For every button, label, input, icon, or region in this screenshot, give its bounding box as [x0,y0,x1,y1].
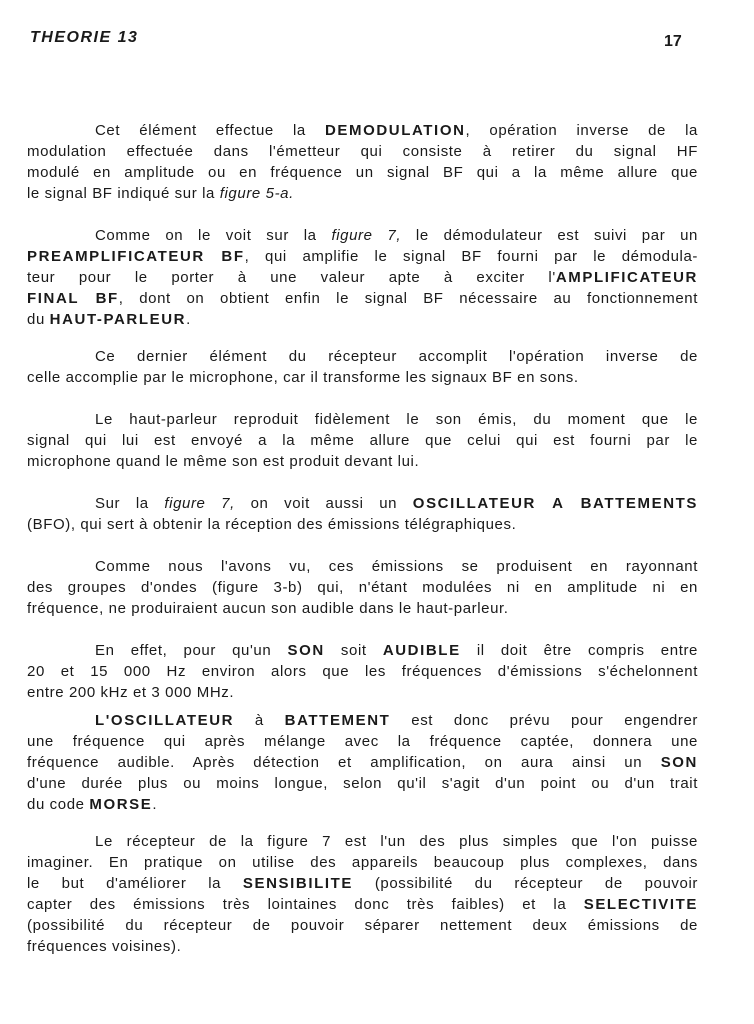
text-run: d'une durée plus ou moins longue, selon qu'il s'agit d'un point ou d'un trait [27,775,698,792]
paragraph [27,409,698,472]
text-run: du code [27,796,90,813]
bold-term: SELECTIVITE [583,896,698,913]
text-line [27,936,698,957]
text-run: celle accomplie par le microphone, car il transforme les signaux BF en sons. [27,369,579,386]
text-line [27,309,698,330]
text-run: fréquence, ne produiraient aucun son audible dans le haut-parleur. [27,600,509,617]
bold-term: SON [660,754,698,771]
text-line [27,852,698,873]
text-run: à [234,712,285,729]
text-run: il doit être compris entre [460,642,698,659]
paragraph [27,346,698,388]
text-run: le démodulateur est suivi par un [401,227,698,244]
text-run: soit [324,642,383,659]
text-line [27,873,698,894]
text-run: . [152,796,158,813]
text-run: , dont on obtient enfin le signal BF nécessaire au fonctionnement [118,290,698,307]
text-line [27,773,698,794]
text-run: entre 200 kHz et 3 000 MHz. [27,684,235,701]
text-line [27,598,698,619]
italic-ref: figure 7, [331,227,402,244]
text-line [27,430,698,451]
text-line [27,661,698,682]
paragraph [27,493,698,535]
text-line [27,288,698,309]
text-line [27,682,698,703]
bold-term: HAUT-PARLEUR [49,311,187,328]
paragraph [27,831,698,957]
bold-term: MORSE [89,796,153,813]
text-run: microphone quand le même son est produit devant lui. [27,453,420,470]
text-line [27,493,698,514]
text-line [27,267,698,288]
text-run: modulation effectuée dans l'émetteur qui consiste à retirer du signal HF [27,143,698,160]
text-line [27,346,698,367]
text-line [27,225,698,246]
text-run: Comme on le voit sur la [95,227,332,244]
text-run: . [186,311,191,328]
text-line [27,640,698,661]
italic-ref: figure 5-a. [219,185,294,202]
bold-term: BATTEMENT [284,712,391,729]
text-run: signal qui lui est envoyé a la même allure que celui qui est fourni par le [27,432,698,449]
bold-term: L'OSCILLATEUR [95,712,235,729]
text-run: modulé en amplitude ou en fréquence un signal BF qui a la même allure que [27,164,698,181]
text-line [27,794,698,815]
text-run: (possibilité du récepteur de pouvoir séparer nettement deux émissions de [27,917,698,934]
text-line [27,367,698,388]
paragraph [27,120,698,204]
text-line [27,710,698,731]
text-run: En effet, pour qu'un [95,642,288,659]
text-run: une fréquence qui après mélange avec la fréquence captée, donnera une [27,733,698,750]
bold-term: AUDIBLE [382,642,461,659]
text-run: le but d'améliorer la [27,875,243,892]
text-line [27,577,698,598]
paragraph [27,640,698,703]
italic-ref: figure 7, [164,495,235,512]
text-line [27,120,698,141]
text-run: Le haut-parleur reproduit fidèlement le son émis, du moment que le [95,411,698,428]
paragraph [27,556,698,619]
text-line [27,451,698,472]
page-number: 17 [664,33,682,50]
text-run: , opération inverse de la [465,122,698,139]
text-line [27,141,698,162]
text-run: Ce dernier élément du récepteur accomplit l'opération inverse de [95,348,698,365]
text-run: le signal BF indiqué sur la [27,185,220,202]
text-line [27,915,698,936]
text-run: du [27,311,50,328]
text-line [27,731,698,752]
paragraph [27,225,698,330]
text-run: capter des émissions très lointaines donc très faibles) et la [27,896,584,913]
bold-term: DEMODULATION [324,122,466,139]
bold-term: FINAL BF [27,290,119,307]
text-run: fréquence audible. Après détection et amplification, on aura ainsi un [27,754,661,771]
text-run: on voit aussi un [234,495,413,512]
text-line [27,556,698,577]
text-run: teur pour le porter à une valeur apte à exciter l' [27,269,556,286]
text-line [27,514,698,535]
text-run: (possibilité du récepteur de pouvoir [353,875,698,892]
text-run: (BFO), qui sert à obtenir la réception des émissions télégraphiques. [27,516,517,533]
text-run: imaginer. En pratique on utilise des appareils beaucoup plus complexes, dans [27,854,698,871]
text-run: Cet élément effectue la [95,122,325,139]
text-run: fréquences voisines). [27,938,182,955]
bold-term: AMPLIFICATEUR [555,269,698,286]
running-title: THEORIE 13 [30,29,139,46]
bold-term: PREAMPLIFICATEUR BF [27,248,245,265]
text-line [27,752,698,773]
text-run: est donc prévu pour engendrer [390,712,698,729]
bold-term: SON [287,642,325,659]
bold-term: SENSIBILITE [242,875,354,892]
paragraph [27,710,698,815]
text-line [27,831,698,852]
text-run: des groupes d'ondes (figure 3-b) qui, n'étant modulées ni en amplitude ni en [27,579,698,596]
text-run: 20 et 15 000 Hz environ alors que les fréquences d'émissions s'échelonnent [27,663,698,680]
bold-term: OSCILLATEUR A BATTEMENTS [412,495,698,512]
text-run: Comme nous l'avons vu, ces émissions se produisent en rayonnant [95,558,698,575]
text-line [27,246,698,267]
text-line [27,894,698,915]
text-run: Sur la [95,495,165,512]
text-run: , qui amplifie le signal BF fourni par le démodula- [244,248,698,265]
text-line [27,183,698,204]
text-run: Le récepteur de la figure 7 est l'un des plus simples que l'on puisse [95,833,698,850]
text-line [27,162,698,183]
text-line [27,409,698,430]
